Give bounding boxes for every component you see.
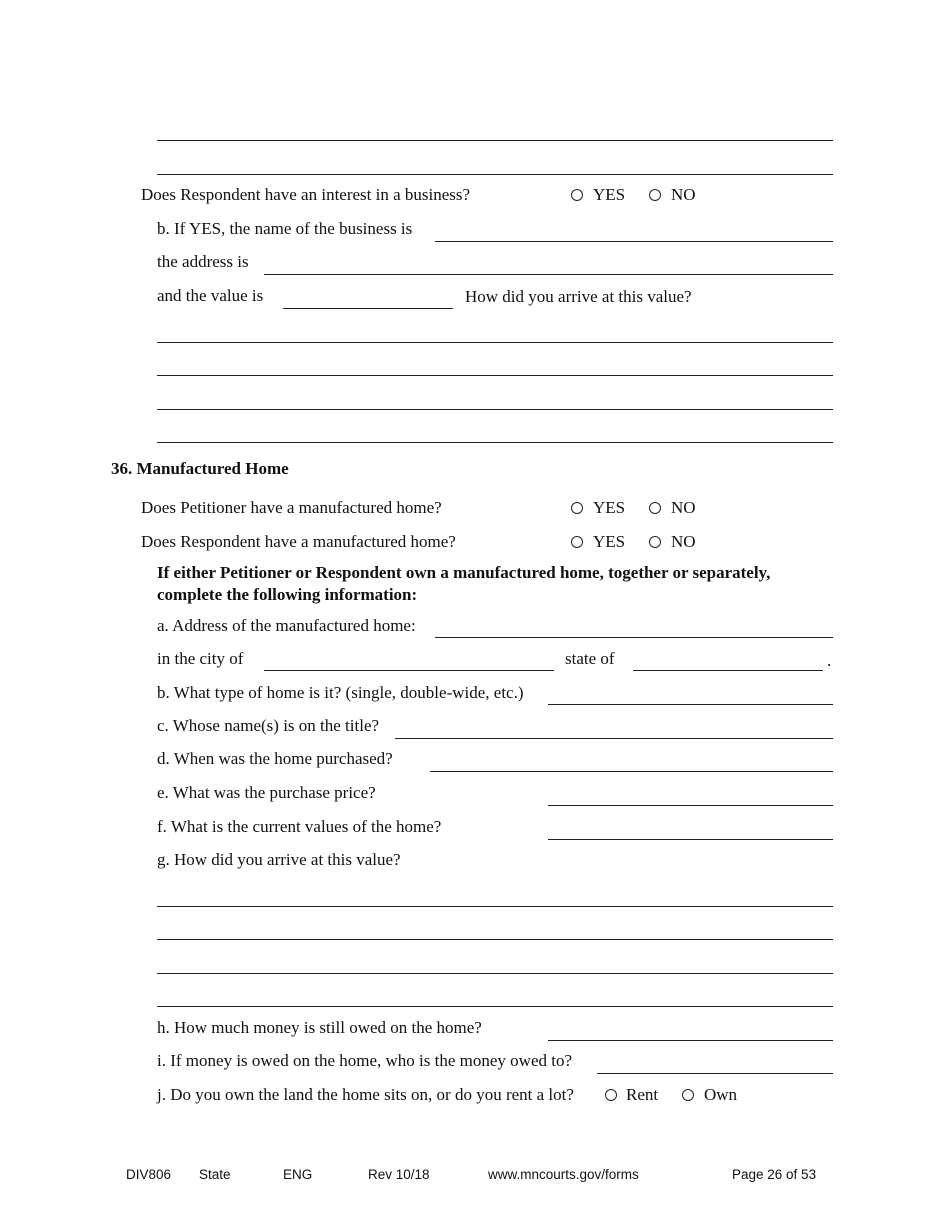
title-names-label: c. Whose name(s) is on the title? — [157, 716, 380, 735]
how-value-line[interactable] — [157, 442, 833, 443]
land-question: j. Do you own the land the home sits on, or do you rent a lot? — [157, 1085, 574, 1104]
owed-to-label: i. If money is owed on the home, who is the money owed to? — [157, 1051, 573, 1070]
respondent-business-question: Does Respondent have an interest in a business? — [141, 185, 471, 204]
city-field[interactable] — [264, 670, 554, 671]
how-value-line[interactable] — [157, 409, 833, 410]
instructions: complete the following information: — [157, 585, 418, 604]
how-value-label: How did you arrive at this value? — [465, 287, 692, 306]
rent-label: Rent — [626, 1085, 659, 1104]
footer-state: State — [199, 1167, 231, 1182]
respondent-yes-radio[interactable] — [571, 536, 583, 548]
city-label: in the city of — [157, 649, 244, 668]
petitioner-question: Does Petitioner have a manufactured home? — [141, 498, 442, 517]
money-owed-label: h. How much money is still owed on the home? — [157, 1018, 482, 1037]
how-value-line[interactable] — [157, 375, 833, 376]
home-type-field[interactable] — [548, 704, 833, 705]
state-field[interactable] — [633, 670, 823, 671]
petitioner-no-radio[interactable] — [649, 502, 661, 514]
money-owed-field[interactable] — [548, 1040, 833, 1041]
yes-label: YES — [593, 532, 626, 551]
answer-line[interactable] — [157, 174, 833, 175]
footer-url[interactable]: www.mncourts.gov/forms — [488, 1167, 639, 1182]
respondent-business-no-radio[interactable] — [649, 189, 661, 201]
business-name-field[interactable] — [435, 241, 833, 242]
own-radio[interactable] — [682, 1089, 694, 1101]
respondent-business-yes-radio[interactable] — [571, 189, 583, 201]
respondent-no-radio[interactable] — [649, 536, 661, 548]
period: . — [827, 651, 832, 670]
no-label: NO — [671, 185, 696, 204]
no-label: NO — [671, 498, 696, 517]
purchase-date-field[interactable] — [430, 771, 833, 772]
footer-form-number: DIV806 — [126, 1167, 172, 1182]
how-value-line[interactable] — [157, 342, 833, 343]
home-type-label: b. What type of home is it? (single, double-wide, etc.) — [157, 683, 524, 702]
title-names-field[interactable] — [395, 738, 833, 739]
business-value-label: and the value is — [157, 286, 264, 305]
home-address-label: a. Address of the manufactured home: — [157, 616, 416, 635]
no-label: NO — [671, 532, 696, 551]
business-value-field[interactable] — [283, 308, 453, 309]
section-heading: 36. Manufactured Home — [111, 459, 289, 478]
instructions: If either Petitioner or Respondent own a manufactured home, together or separately, — [157, 563, 771, 582]
purchase-price-label: e. What was the purchase price? — [157, 783, 376, 802]
answer-line[interactable] — [157, 140, 833, 141]
owed-to-field[interactable] — [597, 1073, 833, 1074]
footer-revision: Rev 10/18 — [368, 1167, 430, 1182]
home-how-value-line[interactable] — [157, 939, 833, 940]
business-address-field[interactable] — [264, 274, 833, 275]
purchase-price-field[interactable] — [548, 805, 833, 806]
respondent-question: Does Respondent have a manufactured home? — [141, 532, 456, 551]
business-address-label: the address is — [157, 252, 249, 271]
business-name-label: b. If YES, the name of the business is — [157, 219, 413, 238]
home-address-field[interactable] — [435, 637, 833, 638]
home-how-value-label: g. How did you arrive at this value? — [157, 850, 401, 869]
rent-radio[interactable] — [605, 1089, 617, 1101]
home-how-value-line[interactable] — [157, 973, 833, 974]
footer-language: ENG — [283, 1167, 313, 1182]
petitioner-yes-radio[interactable] — [571, 502, 583, 514]
purchase-date-label: d. When was the home purchased? — [157, 749, 393, 768]
state-label: state of — [565, 649, 615, 668]
footer-page-number: Page 26 of 53 — [732, 1167, 817, 1182]
current-value-field[interactable] — [548, 839, 833, 840]
home-how-value-line[interactable] — [157, 1006, 833, 1007]
yes-label: YES — [593, 185, 626, 204]
current-value-label: f. What is the current values of the home? — [157, 817, 442, 836]
yes-label: YES — [593, 498, 626, 517]
home-how-value-line[interactable] — [157, 906, 833, 907]
own-label: Own — [704, 1085, 738, 1104]
